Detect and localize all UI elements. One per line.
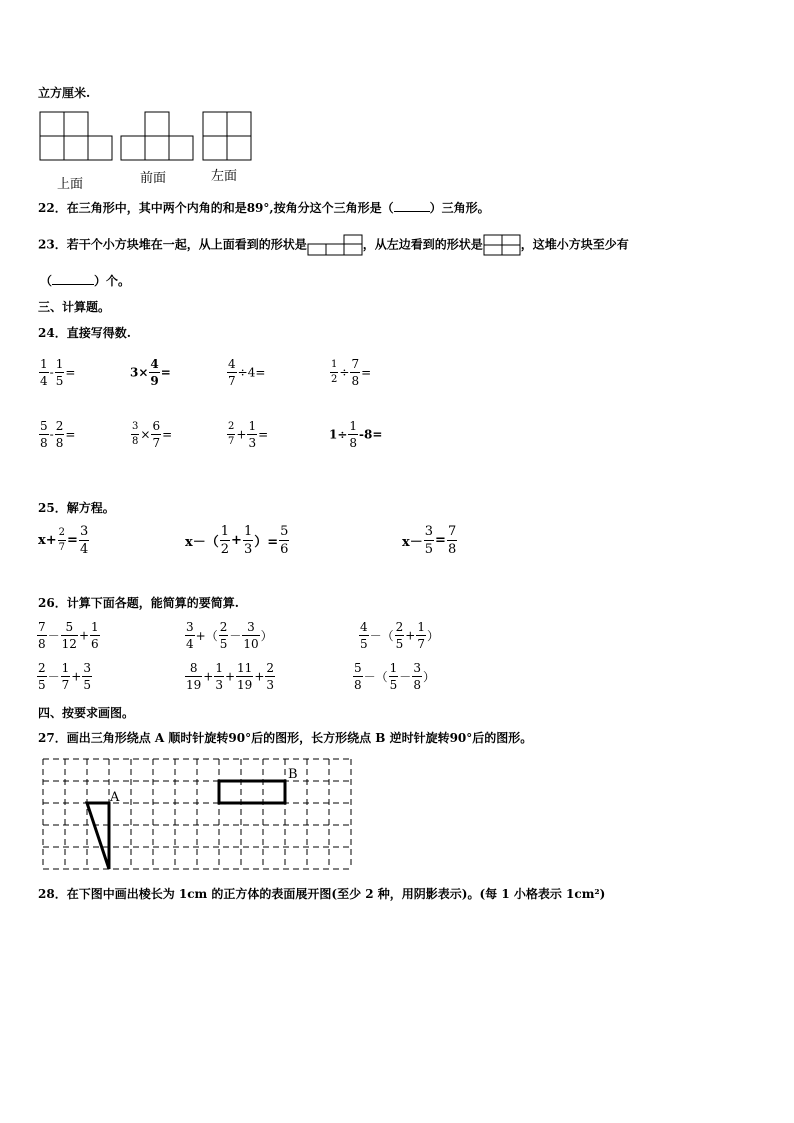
question-25-title: 25．解方程。	[38, 501, 115, 515]
q26-r1c3: $\frac{4}{5}$ －（ $\frac{2}{5}$ + $\frac{1}{7}$ ）	[360, 620, 440, 651]
q24-item-6: $\frac{3}{8}$ × $\frac{6}{7}$ =	[132, 419, 173, 450]
section-4-heading: 四、按要求画图。	[38, 706, 135, 720]
point-a-label: A	[110, 790, 120, 805]
question-22: 22．在三角形中，其中两个内角的和是89°,按角分这个三角形是（ ）三角形。	[38, 201, 490, 215]
q24-item-5: $\frac{5}{8}$ - $\frac{2}{8}$ =	[40, 419, 76, 450]
triangle-shape	[87, 803, 109, 869]
question-23: 23．若干个小方块堆在一起，从上面看到的形状是 ，从左边看到的形状是 ，这堆小方块至少有	[38, 234, 629, 256]
q26-r2c2: $\frac{8}{19}$ + $\frac{1}{3}$ + $\frac{11}{19}$ + $\frac{2}{3}$	[186, 661, 275, 692]
q26-r1c1: $\frac{7}{8}$ － $\frac{5}{12}$ + $\frac{1}{6}$	[38, 620, 99, 651]
left-view-label: 左面	[211, 169, 238, 184]
top-view-label: 上面	[57, 177, 84, 192]
continued-text: 立方厘米.	[38, 86, 91, 100]
top-shape-figure	[307, 234, 363, 256]
q25-equation-2: x－（ $\frac{1}{2}$ + $\frac{1}{3}$ ）= $\frac{5}{6}$	[185, 524, 289, 557]
question-27-title: 27．画出三角形绕点 A 顺时针旋转90°后的图形，长方形绕点 B 逆时针旋转90°后的图形。	[38, 731, 533, 745]
question-23-blank: （ ）个。	[40, 274, 131, 288]
q26-r2c1: $\frac{2}{5}$ － $\frac{1}{7}$ + $\frac{3}{5}$	[38, 661, 91, 692]
question-24-title: 24．直接写得数.	[38, 326, 131, 340]
rotation-grid	[40, 756, 360, 874]
q24-item-7: $\frac{2}{7}$ + $\frac{1}{3}$ =	[228, 419, 269, 450]
point-b-label: B	[288, 767, 298, 782]
front-view-label: 前面	[140, 171, 167, 186]
q24-item-2: 3× $\frac{4}{9}$ =	[130, 357, 171, 388]
question-28-title: 28．在下图中画出棱长为 1cm 的正方体的表面展开图(至少 2 种，用阴影表示)。(每 1 小格表示 1cm²)	[38, 887, 606, 901]
q25-equation-3: x－ $\frac{3}{5}$ = $\frac{7}{8}$	[402, 524, 457, 557]
q26-r1c2: $\frac{3}{4}$ +（ $\frac{2}{5}$ － $\frac{3}{10}$ ）	[186, 620, 273, 651]
q25-equation-1: x+ $\frac{2}{7}$ = $\frac{3}{4}$	[38, 524, 89, 557]
left-shape-figure	[483, 234, 521, 256]
rectangle-shape	[219, 781, 285, 803]
q26-r2c3: $\frac{5}{8}$ －（ $\frac{1}{5}$ － $\frac{3}{8}$ ）	[354, 661, 435, 692]
question-26-title: 26．计算下面各题，能简算的要简算.	[38, 596, 239, 610]
q24-item-4: $\frac{1}{2}$ ÷ $\frac{7}{8}$ =	[331, 357, 372, 388]
q24-item-3: $\frac{4}{7}$ ÷4=	[228, 357, 266, 388]
q24-item-8: 1÷ $\frac{1}{8}$ -8=	[329, 419, 383, 450]
q24-item-1: $\frac{1}{4}$ - $\frac{1}{5}$ =	[40, 357, 76, 388]
section-3-heading: 三、计算题。	[38, 300, 111, 314]
